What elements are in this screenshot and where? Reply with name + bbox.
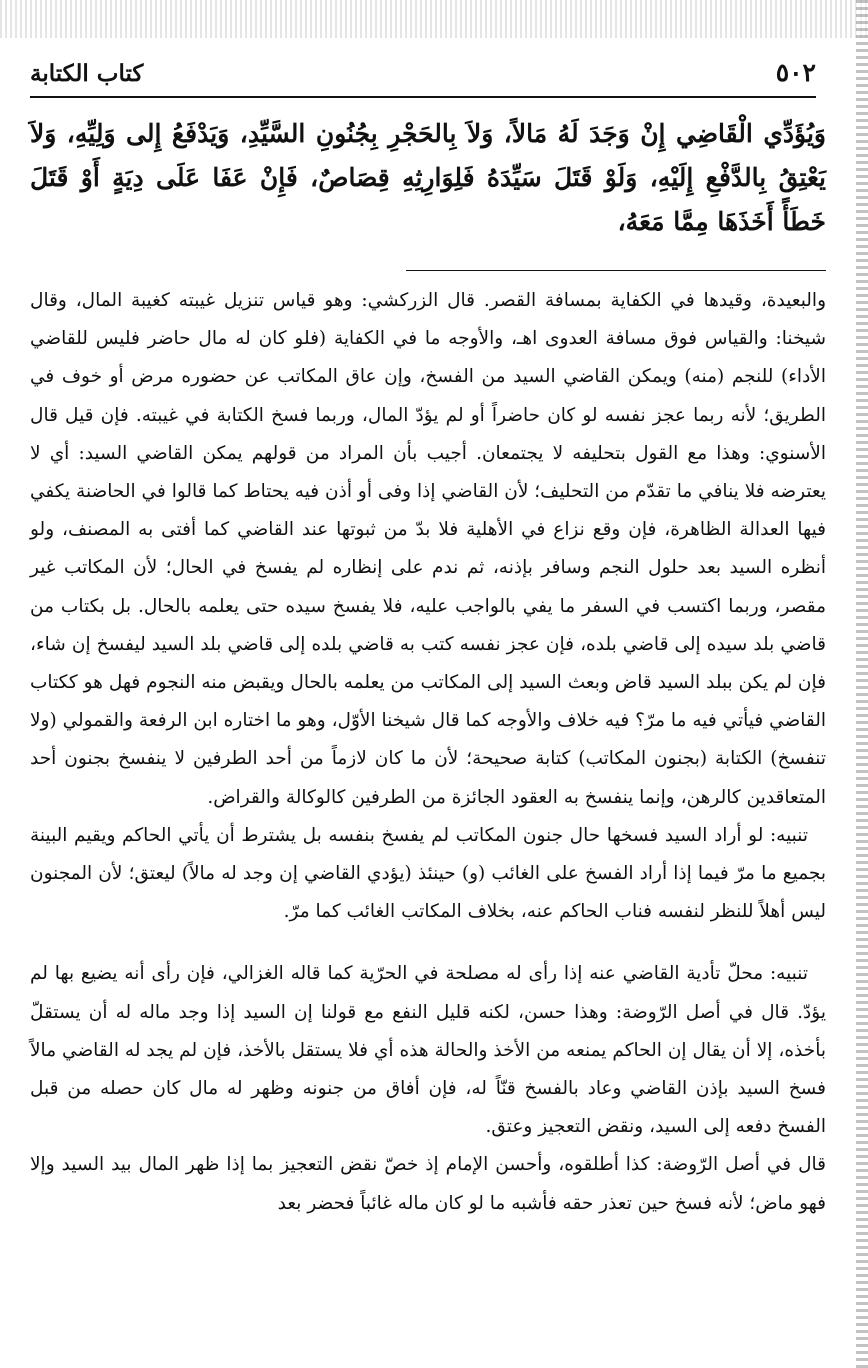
commentary bbox=[30, 282, 826, 1223]
commentary-paragraph-4: قال في أصل الرّوضة: كذا أطلقوه، وأحسن الإمام إذ خصّ نقض التعجيز بما إذا ظهر المال بيد السيد وإلا فهو ماض؛ لأنه فسخ حين تعذر حقه فأشبه ما لو كان ماله غائباً فحضر بعد bbox=[30, 1154, 826, 1214]
page-header bbox=[30, 58, 816, 98]
side-border-ornament bbox=[856, 0, 868, 1368]
commentary-paragraph-1: والبعيدة، وقيدها في الكفاية بمسافة القصر. قال الزركشي: وهو قياس تنزيل غيبته كغيبة المال، وقال شيخنا: والقياس فوق مسافة العدوى اهـ، والأوجه ما في الكفاية (فلو كان له مال حاضر فليس للقاضي الأداء) للنجم (منه) ويمكن القاضي السيد من الفسخ، وإن عاق المكاتب عن حضوره مرض أو خوف في الطريق؛ لأنه ربما عجز نفسه لو كان حاضراً أو لم يؤدّ المال، وربما فسخ الكتابة في غيبته. فإن قيل قال الأسنوي: وهذا مع القول بتحليفه لا يجتمعان. أجيب بأن المراد من قولهم يمكن القاضي السيد: أي لا يعترضه فلا ينافي ما تقدّم من التحليف؛ لأن القاضي إذا وفى أو أذن فيه يحتاط كما قالوا في الحاضنة يكفي فيها العدالة الظاهرة، فإن وقع نزاع في الأهلية فلا بدّ من ثبوتها عند القاضي كما أفتى به المصنف، ولو أنظره السيد بعد حلول النجم وسافر بإذنه، ثم ندم على إنظاره لم يفسخ في الحال؛ لأن المكاتب غير مقصر، وربما اكتسب في السفر ما يفي بالواجب عليه، فلا يفسخ سيده حتى يعلمه بالحال. بل بكتاب من قاضي بلد سيده إلى قاضي بلده، فإن عجز نفسه كتب به قاضي بلده إلى قاضي بلد السيد ليفسخ إن شاء، فإن لم يكن ببلد السيد قاض وبعث السيد إلى المكاتب من يعلمه بالحال ويقبض منه النجوم فهل هو ككتاب القاضي فيأتي فيه ما مرّ؟ فيه خلاف والأوجه كما قال شيخنا الأوّل، وهو ما اختاره ابن الرفعة والقمولي (ولا تنفسخ) الكتابة (بجنون المكاتب) كتابة صحيحة؛ لأن ما كان لازماً من أحد الطرفين لا ينفسخ بجنون أحد المتعاقدين كالرهن، وإنما ينفسخ به العقود الجائزة من الطرفين كالوكالة والقراض. bbox=[30, 290, 826, 808]
commentary-paragraph-2: تنبيه: لو أراد السيد فسخها حال جنون المكاتب لم يفسخ بنفسه بل يشترط أن يأتي الحاكم ويقيم البينة بجميع ما مرّ فيما إذا أراد الفسخ على الغائب (و) حينئذ (يؤدي القاضي إن وجد له مالاً) ليعتق؛ لأن المجنون ليس أهلاً للنظر لنفسه فناب الحاكم عنه، بخلاف المكاتب الغائب كما مرّ. bbox=[30, 824, 826, 923]
main-text: وَيُؤَدِّي الْقَاضِي إِنْ وَجَدَ لَهُ مَالاً، وَلاَ بِالحَجْرِ بِجُنُونِ السَّيِّدِ، وَيَدْفَعُ إِلى وَلِيِّهِ، وَلاَ يَعْتِقُ بِالدَّفْعِ إِلَيْهِ، وَلَوْ قَتَلَ سَيِّدَهُ فَلِوَارِثِهِ قِصَاصٌ، فَإِنْ عَفَا عَلَى دِيَةٍ أَوْ قَتَلَ خَطَأً أَخَذَهَا مِمَّا مَعَهُ، bbox=[30, 119, 826, 236]
top-border-ornament bbox=[0, 0, 868, 38]
running-title: كتاب الكتابة bbox=[30, 60, 144, 87]
text-separator bbox=[406, 270, 826, 271]
commentary-paragraph-3: تنبيه: محلّ تأدية القاضي عنه إذا رأى له مصلحة في الحرّية كما قاله الغزالي، فإن رأى أنه يضيع بها لم يؤدّ. قال في أصل الرّوضة: وهذا حسن، لكنه قليل النفع مع قولنا إن السيد إذا وجد ماله له أن يستقلّ بأخذه، إلا أن يقال إن الحاكم يمنعه من الأخذ والحالة هذه أي فلا يستقل بالأخذ، فإن لم يجد له القاضي مالاً فسخ السيد بإذن القاضي وعاد بالفسخ قنّاً له، فإن أفاق من جنونه وظهر له مال كان حصله من قبل الفسخ دفعه إلى السيد، ونقض التعجيز وعتق. bbox=[30, 963, 826, 1138]
page-number: ٥٠٢ bbox=[775, 58, 816, 87]
